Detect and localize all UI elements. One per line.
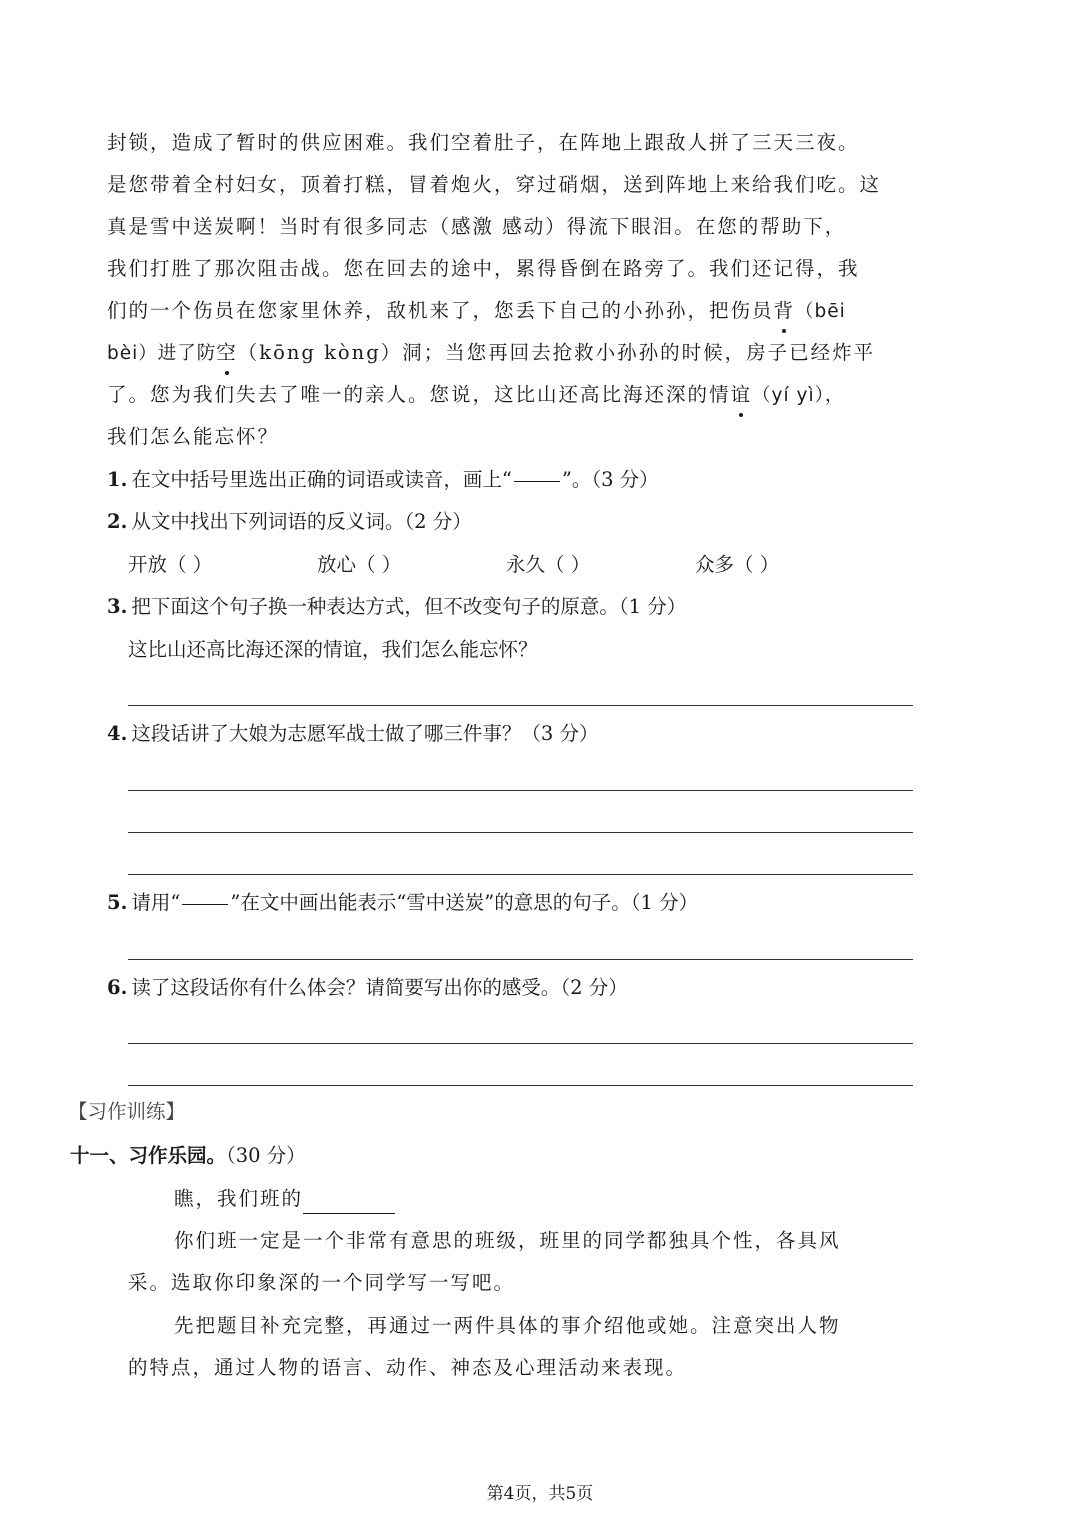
essay-title (70, 1141, 306, 1171)
underline-mark (182, 903, 228, 905)
question-1-number: 1. (107, 468, 128, 491)
passage-line-7-text: 了。您为我们失去了唯一的亲人。您说，这比山还高比海还深的情 (107, 383, 731, 406)
question-4-number: 4. (107, 722, 128, 745)
underline-mark (514, 480, 560, 482)
answer-line-q4-3[interactable] (128, 874, 913, 875)
pinyin-option-bei: （bēi (795, 301, 846, 322)
passage-line-2: 是您带着全村妇女，顶着打糕，冒着炮火，穿过硝烟，送到阵地上来给我们吃。这 (107, 173, 882, 196)
answer-line-q3[interactable] (128, 705, 913, 706)
passage-line-8: 我们怎么能忘怀？ (107, 425, 280, 448)
dotted-char-kong: 空 (216, 338, 238, 368)
question-2 (107, 507, 472, 537)
antonym-item-4[interactable]: 众多（ ） (695, 553, 780, 576)
answer-line-q4-1[interactable] (128, 790, 913, 791)
passage-line-6-text: （kōng kòng）洞；当您再回去抢救小孙孙的时候，房子已经炸平 (237, 341, 876, 364)
question-5-text: 请用“ (131, 891, 181, 914)
question-6-number: 6. (107, 976, 128, 999)
passage-line-7 (107, 380, 844, 411)
passage-line-5 (107, 296, 846, 327)
question-3-number: 3. (107, 595, 128, 618)
essay-p1-line-2: 采。选取你印象深的一个同学写一写吧。 (128, 1271, 516, 1294)
passage-line-3: 真是雪中送炭啊！当时有很多同志（感激 感动）得流下眼泪。在您的帮助下， (107, 215, 847, 238)
question-6 (107, 973, 628, 1003)
essay-p2-line-2: 的特点，通过人物的语言、动作、神态及心理活动来表现。 (128, 1356, 688, 1379)
question-2-number: 2. (107, 510, 128, 533)
essay-title-score: （30 分） (226, 1144, 306, 1167)
question-5-text-end: ”在文中画出能表示“雪中送炭”的意思的句子。（1 分） (230, 891, 699, 914)
passage-line-1: 封锁，造成了暂时的供应困难。我们空着肚子，在阵地上跟敌人拼了三天三夜。 (107, 131, 860, 154)
question-5-number: 5. (107, 891, 128, 914)
essay-topic-blank[interactable] (303, 1191, 395, 1214)
essay-topic-text: 瞧，我们班的 (174, 1187, 304, 1210)
question-2-text: 从文中找出下列词语的反义词。（2 分） (131, 510, 472, 533)
question-3 (107, 592, 686, 622)
section-label: 【习作训练】 (68, 1100, 186, 1123)
pinyin-option-yi: （yí yì）， (752, 385, 845, 406)
essay-p2-line-1: 先把题目补充完整，再通过一两件具体的事介绍他或她。注意突出人物 (174, 1314, 841, 1337)
question-1-text: 在文中括号里选出正确的词语或读音，画上“ (131, 468, 512, 491)
dotted-char-bei: 背 (774, 296, 796, 326)
question-1 (107, 465, 659, 495)
answer-line-q6-1[interactable] (128, 1043, 913, 1044)
question-6-text: 读了这段话你有什么体会？请简要写出你的感受。（2 分） (131, 976, 628, 999)
passage-line-5-text: 们的一个伤员在您家里休养，敌机来了，您丢下自己的小孙孙，把伤员 (107, 299, 774, 322)
question-1-text-end: ”。（3 分） (561, 468, 659, 491)
antonym-item-2[interactable]: 放心（ ） (317, 553, 402, 576)
essay-p1-line-1: 你们班一定是一个非常有意思的班级，班里的同学都独具个性，各具风 (174, 1229, 841, 1252)
passage-line-4: 我们打胜了那次阻击战。您在回去的途中，累得昏倒在路旁了。我们还记得，我 (107, 257, 860, 280)
antonym-item-1[interactable]: 开放（ ） (128, 553, 213, 576)
answer-line-q6-2[interactable] (128, 1085, 913, 1086)
question-3-sentence: 这比山还高比海还深的情谊，我们怎么能忘怀？ (128, 638, 538, 661)
essay-topic (174, 1184, 395, 1214)
answer-line-q4-2[interactable] (128, 832, 913, 833)
question-4 (107, 719, 598, 749)
dotted-char-yi: 谊 (731, 380, 753, 410)
question-5 (107, 888, 698, 918)
pinyin-option-bei-2: bèi）进了防 (107, 343, 217, 364)
answer-line-q5[interactable] (128, 959, 913, 960)
question-4-text: 这段话讲了大娘为志愿军战士做了哪三件事？（3 分） (131, 722, 599, 745)
essay-title-number: 十一、习作乐园。 (70, 1144, 227, 1167)
page-number: 第4页，共5页 (486, 1484, 594, 1504)
question-3-text: 把下面这个句子换一种表达方式，但不改变句子的原意。（1 分） (131, 595, 687, 618)
passage-line-6 (107, 338, 875, 369)
antonym-item-3[interactable]: 永久（ ） (506, 553, 591, 576)
